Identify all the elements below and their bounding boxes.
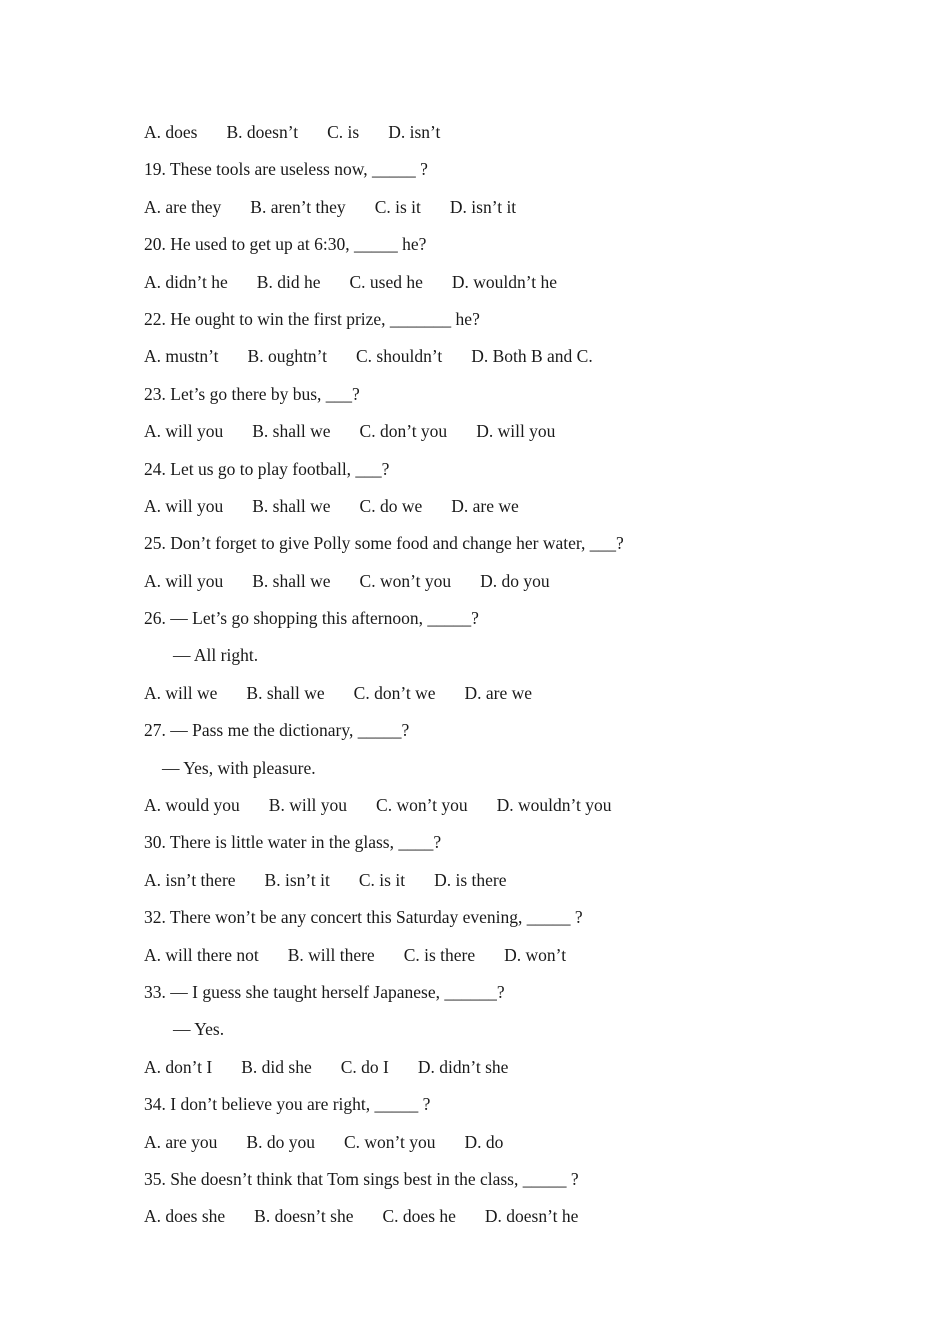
answer-option: D. isn’t it (449, 196, 517, 217)
answer-option: C. is (327, 122, 360, 142)
answer-options (144, 192, 864, 229)
answer-option: C. is there (403, 944, 476, 965)
answer-option: B. aren’t they (250, 196, 346, 217)
answer-option: D. doesn’t he (484, 1206, 579, 1227)
answer-option: D. wouldn’t he (451, 271, 558, 292)
answer-option: C. is it (358, 869, 406, 890)
answer-option: A. will you (144, 570, 224, 591)
answer-option: B. did he (256, 271, 321, 292)
answer-option: B. shall we (252, 570, 331, 591)
answer-option: C. do I (340, 1056, 389, 1077)
answer-option: A. will you (144, 495, 224, 516)
question-text: 25. Don’t forget to give Polly some food and change her water, ___? (144, 533, 624, 554)
answer-option: A. would you (144, 795, 240, 816)
question-text: 22. He ought to win the first prize, _______ he? (144, 308, 480, 329)
question-text: 33. — I guess she taught herself Japanese, ______? (144, 981, 505, 1002)
answer-option: B. shall we (252, 495, 331, 516)
answer-option: B. will you (268, 795, 348, 816)
dialogue-reply: — Yes, with pleasure. (162, 757, 316, 778)
answer-option: C. don’t you (359, 421, 448, 442)
answer-options (144, 1201, 864, 1238)
answer-options (144, 1052, 864, 1089)
answer-option: A. does (144, 122, 198, 142)
answer-option: B. did she (241, 1056, 312, 1077)
answer-options (144, 341, 864, 378)
question-text: 23. Let’s go there by bus, ___? (144, 383, 360, 404)
answer-option: C. do we (359, 495, 423, 516)
answer-option: A. are they (144, 196, 222, 217)
answer-option: D. won’t (504, 944, 567, 965)
answer-option: C. won’t you (376, 795, 468, 816)
answer-option: B. shall we (252, 421, 331, 442)
answer-option: D. do you (480, 570, 550, 591)
answer-options (144, 790, 864, 827)
answer-options (144, 678, 864, 715)
question-text: 20. He used to get up at 6:30, _____ he? (144, 234, 427, 255)
answer-options (144, 940, 864, 977)
answer-option: A. does she (144, 1206, 226, 1227)
dialogue-reply: — All right. (173, 645, 259, 666)
question-text: 32. There won’t be any concert this Saturday evening, _____ ? (144, 907, 583, 928)
question-text: 35. She doesn’t think that Tom sings best in the class, _____ ? (144, 1168, 579, 1189)
answer-option: C. shouldn’t (355, 346, 443, 367)
question-text: 30. There is little water in the glass, ____? (144, 832, 442, 853)
answer-options (144, 865, 864, 902)
answer-option: D. are we (451, 495, 519, 516)
answer-option: C. won’t you (343, 1131, 436, 1152)
answer-option: D. isn’t (388, 122, 441, 142)
answer-option: B. will there (287, 944, 375, 965)
question-list (144, 117, 864, 1239)
answer-option: C. don’t we (353, 682, 436, 703)
answer-option: D. is there (434, 869, 507, 890)
answer-option: D. are we (464, 682, 533, 703)
answer-option: D. will you (476, 421, 556, 442)
answer-options (144, 491, 864, 528)
answer-options (144, 566, 864, 603)
answer-option: A. will you (144, 421, 224, 442)
answer-option: C. won’t you (359, 570, 452, 591)
answer-option: B. shall we (246, 682, 325, 703)
answer-option: B. do you (246, 1131, 315, 1152)
answer-option: A. mustn’t (144, 346, 219, 367)
dialogue-reply: — Yes. (173, 1019, 225, 1040)
answer-option: B. oughtn’t (247, 346, 327, 367)
answer-option: A. are you (144, 1131, 218, 1152)
answer-options (144, 1127, 864, 1164)
answer-option: B. doesn’t she (254, 1206, 354, 1227)
answer-option: D. do (464, 1131, 504, 1152)
question-text: 34. I don’t believe you are right, _____ ? (144, 1094, 431, 1115)
answer-option: C. used he (349, 271, 423, 292)
answer-option: D. wouldn’t you (496, 795, 612, 816)
answer-option: A. isn’t there (144, 869, 236, 890)
question-text: 19. These tools are useless now, _____ ? (144, 159, 428, 180)
answer-option: D. Both B and C. (471, 346, 593, 367)
question-text: 27. — Pass me the dictionary, _____? (144, 720, 410, 741)
answer-option: A. will there not (144, 944, 259, 965)
answer-option: C. does he (382, 1206, 456, 1227)
answer-option: C. is it (374, 196, 421, 217)
answer-option: B. doesn’t (226, 122, 299, 142)
question-text: 24. Let us go to play football, ___? (144, 458, 390, 479)
answer-option: A. will we (144, 682, 218, 703)
answer-option: A. don’t I (144, 1056, 213, 1077)
answer-options (144, 416, 864, 453)
answer-option: B. isn’t it (264, 869, 330, 890)
answer-options (144, 117, 864, 154)
answer-option: D. didn’t she (417, 1056, 509, 1077)
answer-option: A. didn’t he (144, 271, 228, 292)
question-text: 26. — Let’s go shopping this afternoon, _____? (144, 608, 479, 629)
answer-options (144, 267, 864, 304)
